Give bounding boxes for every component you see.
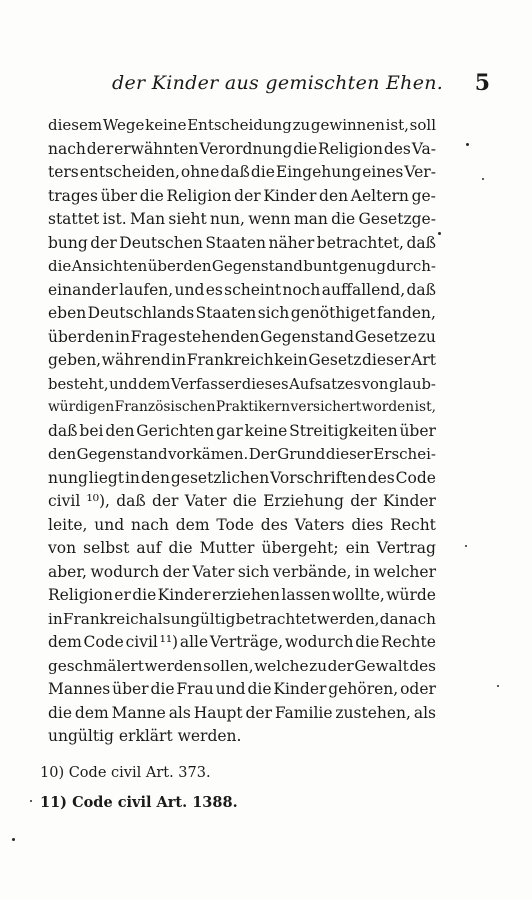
word: näher <box>268 233 315 252</box>
word: erwähnten <box>114 139 199 158</box>
word: die <box>48 703 73 722</box>
word: Mannes <box>48 680 111 698</box>
text-line <box>48 490 436 514</box>
text-line <box>48 655 436 679</box>
word: wollte, <box>332 586 385 604</box>
word: wodurch <box>90 562 160 581</box>
word: über <box>112 680 149 698</box>
word: gesetzlichen <box>170 468 270 487</box>
text-line <box>48 279 436 303</box>
word: Kinder <box>382 492 436 510</box>
word: dem <box>74 703 109 722</box>
word: und <box>215 680 246 698</box>
word: Gewalt <box>354 656 409 675</box>
word: eines <box>362 163 404 181</box>
word: Gesetzge- <box>358 210 436 228</box>
word: des <box>260 515 288 534</box>
scan-speck <box>497 685 499 687</box>
word: Frage <box>130 327 178 346</box>
word: Tode <box>216 515 254 534</box>
word: nach <box>48 139 86 158</box>
scan-speck <box>466 143 469 146</box>
word: bei <box>79 421 104 440</box>
word: die <box>355 633 380 651</box>
word: Vaters <box>294 515 345 534</box>
word: versichert <box>290 399 362 415</box>
word: den <box>183 257 212 275</box>
word: Frau <box>176 680 214 698</box>
word: Religion <box>48 586 113 604</box>
word: ters <box>48 163 79 181</box>
word: zu <box>417 327 436 346</box>
word: genug <box>338 257 386 275</box>
word: als <box>148 609 171 628</box>
word: ohne <box>180 163 220 181</box>
text-line <box>48 326 436 350</box>
word: werden <box>144 656 203 675</box>
body-text <box>48 114 436 749</box>
word: Erschei- <box>373 445 436 463</box>
word: liegt <box>88 468 125 487</box>
text-line <box>48 138 436 162</box>
text-line <box>48 420 436 444</box>
word: Entscheidung <box>187 116 292 134</box>
word: betrachtet, <box>316 233 404 252</box>
word: Erziehung <box>263 492 344 510</box>
word: in <box>124 468 140 487</box>
word: würdigen <box>48 399 115 415</box>
word: Code <box>83 633 124 651</box>
word: Gerichten <box>136 421 215 440</box>
text-line <box>48 514 436 538</box>
word: Manne <box>111 703 166 722</box>
word: und <box>94 515 125 534</box>
text-line <box>48 702 436 726</box>
word: Verordnung <box>199 139 293 158</box>
text-line <box>48 373 436 397</box>
word: während <box>101 351 171 369</box>
word: welche <box>254 656 309 675</box>
word: durch- <box>386 257 436 275</box>
page-header <box>40 70 490 100</box>
word: bunt <box>303 257 339 275</box>
word: Mutter <box>199 539 255 557</box>
text-line <box>48 631 436 655</box>
word: über <box>399 421 436 440</box>
word: daß <box>116 492 146 510</box>
word: ein <box>345 539 370 557</box>
word: alle <box>179 633 209 651</box>
word: und <box>174 280 205 299</box>
word: fanden, <box>377 304 436 322</box>
word: Gegenstand <box>260 327 355 346</box>
word: gewinnen <box>310 116 385 134</box>
word: Gesetz <box>308 351 362 369</box>
text-line <box>48 185 436 209</box>
word: Deutschen <box>119 233 203 252</box>
word: Familie <box>274 703 333 722</box>
text-line <box>48 584 436 608</box>
footnote-10: 10) Code civil Art. 373. <box>40 765 211 781</box>
word: Ver- <box>404 163 436 181</box>
word: ist, <box>414 399 436 415</box>
word: in <box>114 327 130 346</box>
word: geschmälert <box>48 656 144 675</box>
word: ist, <box>385 116 409 134</box>
word: die <box>232 492 257 510</box>
word: Verträge, <box>209 633 284 651</box>
word: nach <box>131 515 169 534</box>
word: die <box>132 586 157 604</box>
word: Vater <box>184 492 227 510</box>
word: Vater <box>192 562 235 581</box>
word: Kinder <box>273 680 327 698</box>
word: der <box>86 139 114 158</box>
scan-speck <box>12 838 15 841</box>
word: Haupt <box>193 703 243 722</box>
word: betrachtet <box>235 609 317 628</box>
word: Streitigkeiten <box>289 421 398 440</box>
word: auffallend, <box>321 280 406 299</box>
word: Frankreich <box>186 351 274 369</box>
word: Staaten <box>195 304 257 322</box>
word: der <box>327 656 354 675</box>
word: den <box>140 468 170 487</box>
text-line <box>48 561 436 585</box>
text-line <box>48 208 436 232</box>
scan-speck <box>465 545 467 547</box>
word: Der <box>248 445 277 463</box>
word: Religion <box>166 186 232 205</box>
text-line <box>48 232 436 256</box>
word: der <box>90 233 117 252</box>
word: Vertrag <box>376 539 436 557</box>
word: dem <box>138 375 171 393</box>
word: civil <box>125 633 158 651</box>
word: Staaten <box>205 233 267 252</box>
word: werden, <box>316 609 380 628</box>
word: Frankreich <box>62 609 149 628</box>
word: den <box>105 421 135 440</box>
word: ist. <box>102 210 127 228</box>
word: der <box>350 492 377 510</box>
word: die <box>293 139 318 158</box>
word: die <box>247 680 272 698</box>
word: in <box>171 351 187 369</box>
word: der <box>234 186 261 205</box>
text-line <box>48 608 436 632</box>
word: dem <box>48 633 82 651</box>
word: auf <box>136 539 162 557</box>
text-line: ungültig erklärt werden. <box>48 727 242 745</box>
word: welcher <box>373 562 436 581</box>
word: übergeht; <box>261 539 339 557</box>
word: soll <box>409 116 436 134</box>
word: Wege <box>102 116 145 134</box>
word: Recht <box>390 515 436 534</box>
word: in <box>354 562 370 581</box>
word: geben, <box>48 351 102 369</box>
word: keine <box>244 421 288 440</box>
word: Praktikern <box>215 399 291 415</box>
word: da <box>379 609 399 628</box>
word: der <box>245 703 272 722</box>
word: den <box>319 186 349 205</box>
word: ge- <box>411 186 436 205</box>
word: über <box>100 186 138 205</box>
word: diesem <box>48 116 103 134</box>
word: und <box>109 375 138 393</box>
word: Aufsatzes <box>289 375 362 393</box>
word: er <box>114 586 131 604</box>
text-line <box>48 114 436 138</box>
word: ¹⁰), <box>86 492 110 510</box>
word: dieser <box>362 351 411 369</box>
scan-speck <box>438 232 441 235</box>
word: der <box>162 562 190 581</box>
word: die <box>250 163 275 181</box>
word: zustehen, <box>335 703 411 722</box>
word: Kinder <box>263 186 317 205</box>
text-line <box>48 537 436 561</box>
word: dieses <box>241 375 289 393</box>
word: die <box>48 257 72 275</box>
word: verbände, <box>272 562 352 581</box>
word: Code <box>395 468 436 487</box>
word: den <box>85 327 115 346</box>
text-line <box>48 302 436 326</box>
word: gar <box>216 421 243 440</box>
word: sich <box>257 304 290 322</box>
word: sich <box>237 562 270 581</box>
word: keine <box>145 116 187 134</box>
text-line <box>48 443 436 467</box>
word: die <box>331 210 356 228</box>
word: Gesetze <box>354 327 418 346</box>
running-head: der Kinder aus gemischten Ehen. <box>112 72 444 94</box>
word: wodurch <box>284 633 354 651</box>
word: die <box>139 186 164 205</box>
word: erziehen <box>212 586 281 604</box>
word: dem <box>175 515 210 534</box>
text-line <box>48 396 436 420</box>
word: oder <box>400 680 436 698</box>
word: sollen, <box>203 656 254 675</box>
word: Aeltern <box>350 186 409 205</box>
footnotes <box>40 758 460 818</box>
word: einander <box>48 280 118 299</box>
word: man <box>293 210 328 228</box>
word: über <box>48 327 85 346</box>
word: laufen, <box>119 280 174 299</box>
word: entscheiden, <box>79 163 180 181</box>
word: gehören, <box>328 680 399 698</box>
word: als <box>168 703 191 722</box>
word: aber, <box>48 562 87 581</box>
word: von <box>48 539 77 557</box>
word: stehenden <box>177 327 260 346</box>
word: nach <box>398 609 436 628</box>
word: wenn <box>248 210 291 228</box>
scan-speck <box>30 800 32 802</box>
word: Religion <box>318 139 383 158</box>
word: worden <box>361 399 415 415</box>
scan-speck <box>482 178 484 180</box>
word: daß <box>406 280 436 299</box>
word: selbst <box>83 539 130 557</box>
word: besteht, <box>48 375 109 393</box>
word: nun, <box>210 210 245 228</box>
word: des <box>383 139 411 158</box>
word: es <box>205 280 223 299</box>
text-line <box>48 678 436 702</box>
word: daß <box>220 163 250 181</box>
word: ¹¹) <box>159 633 179 651</box>
word: als <box>413 703 436 722</box>
word: würde <box>386 586 436 604</box>
word: zu <box>292 116 311 134</box>
word: Art <box>411 351 436 369</box>
word: Gegenstand <box>76 445 168 463</box>
word: Man <box>130 210 166 228</box>
word: des <box>409 656 436 675</box>
word: Deutschlands <box>87 304 195 322</box>
word: kein <box>274 351 308 369</box>
word: Rechte <box>381 633 436 651</box>
word: Va- <box>411 139 436 158</box>
word: den <box>48 445 77 463</box>
word: vorkämen. <box>168 445 249 463</box>
word: trages <box>48 186 98 205</box>
word: Ansichten <box>71 257 148 275</box>
word: Gegenstand <box>211 257 303 275</box>
text-line <box>48 161 436 185</box>
word: scheint <box>224 280 282 299</box>
word: lassen <box>281 586 331 604</box>
text-line <box>48 255 436 279</box>
word: stattet <box>48 210 100 228</box>
word: nung <box>48 468 88 487</box>
word: Kinder <box>157 586 211 604</box>
word: über <box>147 257 183 275</box>
word: dieser <box>325 445 373 463</box>
word: zu <box>309 656 328 675</box>
word: Eingehung <box>275 163 362 181</box>
word: sieht <box>168 210 207 228</box>
word: von <box>361 375 389 393</box>
word: dies <box>351 515 384 534</box>
word: die <box>168 539 193 557</box>
word: leite, <box>48 515 88 534</box>
word: der <box>151 492 179 510</box>
word: daß <box>48 421 78 440</box>
word: daß <box>406 233 436 252</box>
word: noch <box>282 280 321 299</box>
word: Französischen <box>114 399 216 415</box>
footnote-11: 11) Code civil Art. 1388. <box>40 794 238 811</box>
word: ungültig <box>170 609 236 628</box>
word: glaub- <box>389 375 436 393</box>
word: Vorschriften <box>270 468 367 487</box>
word: eben <box>48 304 87 322</box>
word: des <box>367 468 395 487</box>
word: in <box>48 609 63 628</box>
text-line <box>48 349 436 373</box>
word: civil <box>48 492 81 510</box>
word: Verfasser <box>170 375 242 393</box>
word: Grund <box>277 445 326 463</box>
text-line <box>48 467 436 491</box>
word: genöthiget <box>290 304 376 322</box>
page-number: 5 <box>474 70 490 96</box>
word: bung <box>48 233 88 252</box>
word: die <box>150 680 175 698</box>
